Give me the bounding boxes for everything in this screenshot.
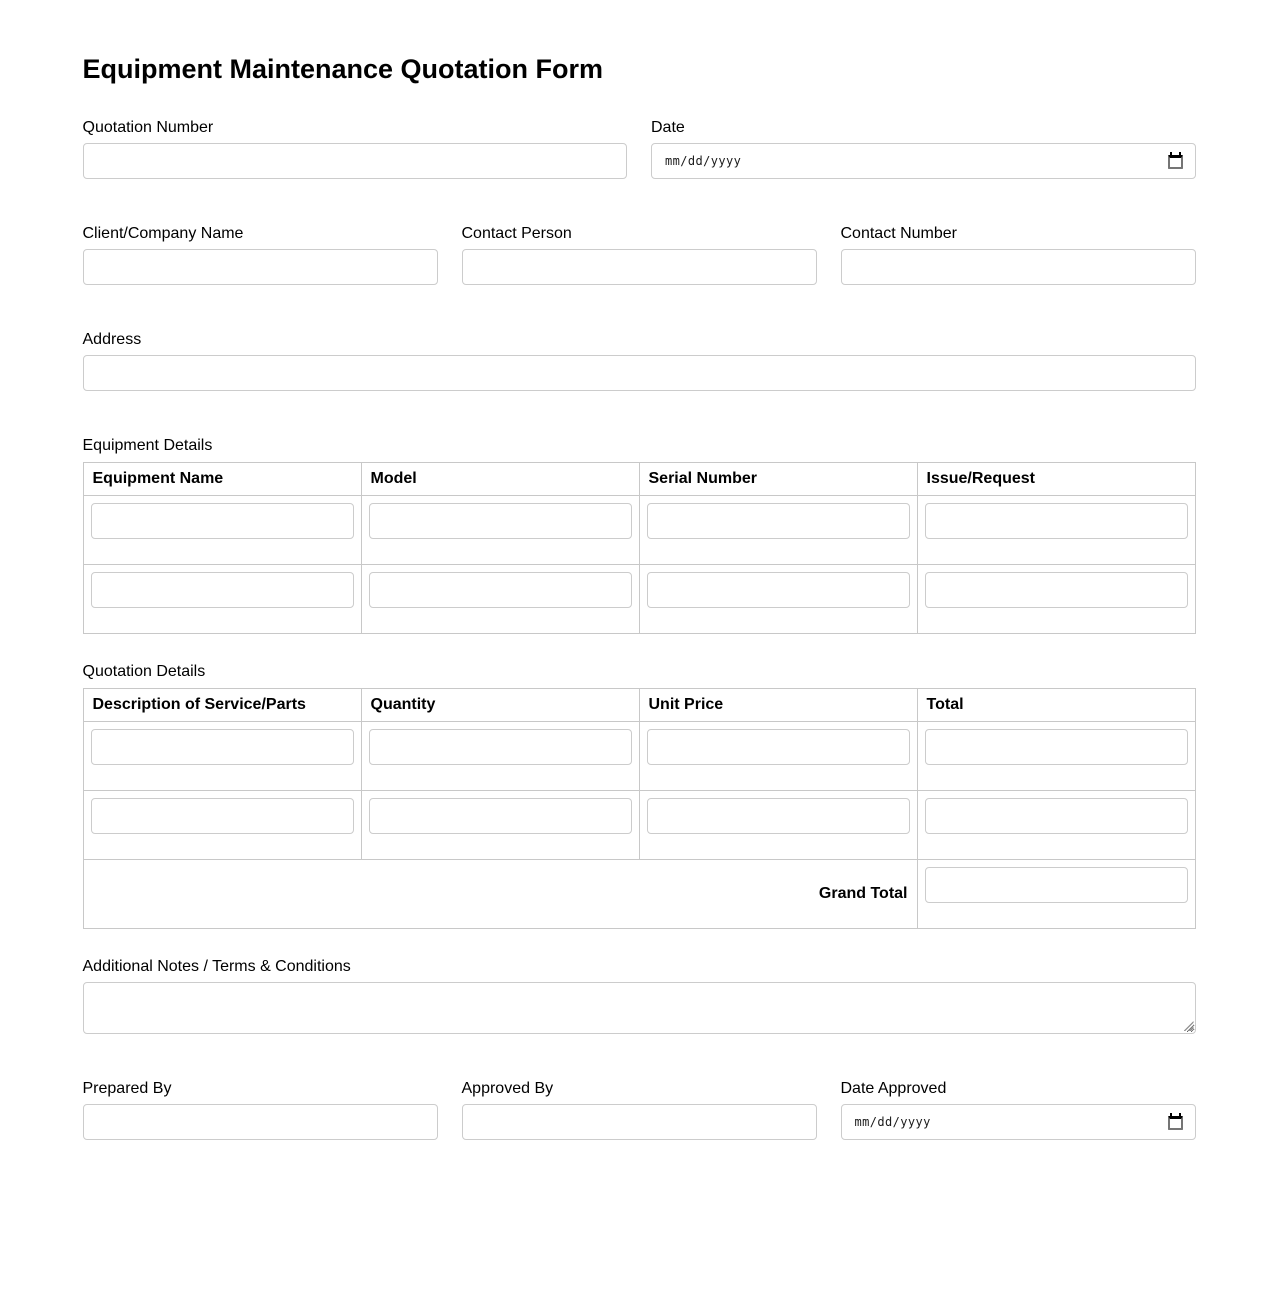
notes-field [83,957,1196,1034]
notes-textarea[interactable] [83,982,1196,1034]
description-input-row1[interactable] [91,729,354,765]
notes-label: Additional Notes / Terms & Conditions [82,958,351,975]
calendar-icon[interactable] [1168,155,1183,169]
equipment-row-2 [83,565,1195,634]
approved-by-input[interactable] [462,1104,817,1140]
client-company-name-label: Client/Company Name [82,225,244,242]
date-approved-label: Date Approved [840,1080,947,1097]
equipment-table [83,462,1196,634]
serial-number-input-row2[interactable] [647,572,910,608]
unit-price-input-row1[interactable] [647,729,910,765]
date-approved-input[interactable] [841,1104,1196,1140]
quotation-row-2 [83,791,1195,860]
notes-textarea-wrap [83,982,1196,1034]
approved-by-label: Approved By [461,1080,554,1097]
quotation-number-input[interactable] [83,143,628,179]
quotation-col-total: Total [917,689,1195,722]
date-label: Date [651,119,685,136]
header-fields-row [83,118,1196,179]
model-input-row1[interactable] [369,503,632,539]
description-input-row2[interactable] [91,798,354,834]
quotation-details-section-label: Quotation Details [82,663,206,680]
calendar-icon[interactable] [1168,1116,1183,1130]
contact-number-input[interactable] [841,249,1196,285]
grand-total-label: Grand Total [83,860,917,929]
quotation-header-row [83,689,1195,722]
equipment-name-input-row1[interactable] [91,503,354,539]
serial-number-input-row1[interactable] [647,503,910,539]
equipment-col-equipment-name: Equipment Name [83,463,361,496]
quotation-col-description: Description of Service/Parts [83,689,361,722]
quotation-col-quantity: Quantity [361,689,639,722]
page-title: Equipment Maintenance Quotation Form [82,54,604,84]
address-input[interactable] [83,355,1196,391]
issue-request-input-row2[interactable] [925,572,1188,608]
signoff-fields-row [83,1079,1196,1140]
client-company-name-input[interactable] [83,249,438,285]
quotation-row-1 [83,722,1195,791]
equipment-col-model: Model [361,463,639,496]
contact-person-label: Contact Person [461,225,572,242]
equipment-name-input-row2[interactable] [91,572,354,608]
prepared-by-input[interactable] [83,1104,438,1140]
total-input-row2[interactable] [925,798,1188,834]
address-label: Address [82,331,142,348]
model-input-row2[interactable] [369,572,632,608]
prepared-by-label: Prepared By [82,1080,172,1097]
quotation-form-page [83,0,1196,1220]
date-approved-field [841,1079,1196,1140]
contact-person-input[interactable] [462,249,817,285]
equipment-header-row [83,463,1195,496]
unit-price-input-row2[interactable] [647,798,910,834]
grand-total-input[interactable] [925,867,1188,903]
date-placeholder: mm/dd/yyyy [665,154,742,168]
grand-total-row [83,860,1195,929]
client-fields-row [83,224,1196,285]
client-company-name-field [83,224,438,285]
contact-number-label: Contact Number [840,225,957,242]
equipment-col-serial-number: Serial Number [639,463,917,496]
date-field [651,118,1196,179]
quantity-input-row2[interactable] [369,798,632,834]
date-input[interactable] [651,143,1196,179]
quotation-col-unit-price: Unit Price [639,689,917,722]
date-approved-placeholder: mm/dd/yyyy [854,1115,931,1129]
approved-by-field [462,1079,817,1140]
total-input-row1[interactable] [925,729,1188,765]
equipment-row-1 [83,496,1195,565]
quotation-details-section [83,662,1196,929]
prepared-by-field [83,1079,438,1140]
contact-person-field [462,224,817,285]
equipment-details-section-label: Equipment Details [82,437,213,454]
quantity-input-row1[interactable] [369,729,632,765]
quotation-table [83,688,1196,929]
equipment-details-section [83,436,1196,634]
address-field [83,330,1196,391]
quotation-number-field [83,118,628,179]
contact-number-field [841,224,1196,285]
equipment-col-issue-request: Issue/Request [917,463,1195,496]
quotation-number-label: Quotation Number [82,119,214,136]
issue-request-input-row1[interactable] [925,503,1188,539]
